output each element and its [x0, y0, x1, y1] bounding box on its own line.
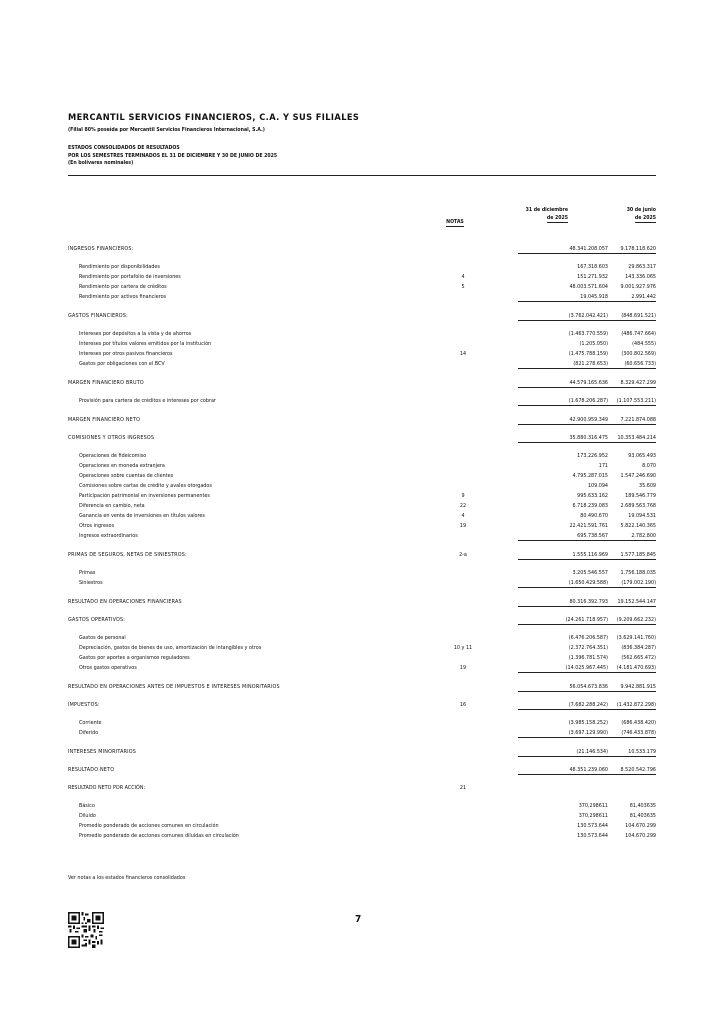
line-item-row: [68, 644, 658, 653]
row-label: Promedio ponderado de acciones comunes diluidas en circulación: [79, 833, 239, 839]
column-header-dec-line2: de 2025: [546, 215, 568, 221]
line-item-row: [68, 293, 658, 302]
row-value-jun: 10.533.179: [584, 748, 656, 757]
section-row: [68, 245, 658, 254]
row-value-jun: (179.002.190): [584, 579, 656, 588]
line-item-row: [68, 569, 658, 578]
row-value-dec: 48.351.239.060: [518, 766, 608, 775]
line-item-row: [68, 512, 658, 521]
row-value-dec: 370,298611: [578, 813, 608, 819]
row-value-jun: 7.221.874.088: [584, 416, 656, 425]
row-note: 19: [459, 523, 467, 529]
row-value-jun: (1.107.553.211): [584, 397, 656, 406]
row-value-dec: (7.682.288.242): [518, 701, 608, 710]
row-value-jun: 93.065.493: [628, 453, 656, 459]
row-label: Gastos por aportes a organismos reguladores: [79, 655, 190, 661]
row-value-jun: 104.670.299: [625, 833, 656, 839]
row-label: Otros ingresos: [79, 523, 115, 529]
footer-note: Ver notas a los estados financieros consolidados: [68, 875, 186, 881]
row-value-dec: (1.396.781.574): [568, 655, 608, 661]
row-value-dec: 130.573.644: [577, 823, 608, 829]
line-item-row: [68, 360, 658, 369]
section-row: [68, 551, 658, 560]
row-label: Otros gastos operativos: [79, 665, 137, 671]
statement-name: ESTADOS CONSOLIDADOS DE RESULTADOS: [68, 145, 180, 151]
row-label: INGRESOS FINANCIEROS:: [68, 246, 134, 252]
row-value-jun: 29.863.317: [628, 264, 656, 270]
row-value-jun: 9.178.118.620: [584, 245, 656, 254]
row-value-jun: 19.152.544.147: [584, 598, 656, 607]
row-value-dec: (3.985.158.252): [568, 720, 608, 726]
line-item-row: [68, 283, 658, 292]
row-value-dec: (1.463.770.559): [568, 331, 608, 337]
row-note: 2-a: [459, 552, 467, 558]
row-note: 21: [459, 785, 467, 791]
row-note: 4: [461, 274, 465, 280]
row-value-dec: (1.205.050): [579, 341, 608, 347]
line-item-row: [68, 784, 658, 793]
document-header: [68, 112, 658, 168]
row-value-dec: 19.045.918: [518, 293, 608, 302]
row-value-jun: (746.433.878): [584, 729, 656, 738]
row-value-jun: (562.665.472): [621, 655, 656, 661]
row-value-dec: (21.146.534): [518, 748, 608, 757]
section-row: [68, 598, 658, 607]
row-value-dec: (1.678.206.287): [518, 397, 608, 406]
row-label: Depreciación, gastos de bienes de uso, amortización de intangibles y otros: [79, 645, 262, 651]
row-label: Participación patrimonial en inversiones permanentes: [79, 493, 210, 499]
row-value-dec: 42.900.959.349: [518, 416, 608, 425]
row-value-jun: (300.802.569): [621, 351, 656, 357]
line-item-row: [68, 532, 658, 541]
qr-code-icon: [68, 912, 104, 948]
row-value-dec: 56.054.673.836: [518, 683, 608, 692]
company-subtitle: (Filial 80% poseída por Mercantil Servicios Financieros Internacional, S.A.): [68, 127, 265, 133]
row-value-dec: (24.261.718.957): [518, 616, 608, 625]
line-item-row: [68, 502, 658, 511]
line-item-row: [68, 472, 658, 481]
row-value-dec: (14.025.967.445): [518, 664, 608, 673]
row-value-dec: 171: [598, 463, 608, 469]
line-item-row: [68, 340, 658, 349]
row-value-jun: 5.822.140.365: [620, 523, 656, 529]
row-value-dec: 44.579.165.636: [518, 379, 608, 388]
row-value-jun: 1.547.246.690: [620, 473, 656, 479]
column-header-dec-line1: 31 de diciembre: [525, 207, 568, 213]
row-note: 9: [461, 493, 465, 499]
line-item-row: [68, 462, 658, 471]
row-label: Diluido: [79, 813, 96, 819]
row-value-jun: (486.747.664): [621, 331, 656, 337]
statement-currency: (En bolívares nominales): [68, 160, 134, 166]
line-item-row: [68, 350, 658, 359]
row-label: Diferido: [79, 730, 99, 736]
row-label: Comisiones sobre cartas de crédito y avales otorgados: [79, 483, 212, 489]
line-item-row: [68, 812, 658, 821]
line-item-row: [68, 492, 658, 501]
row-value-dec: 1.555.116.969: [518, 551, 608, 560]
line-item-row: [68, 579, 658, 588]
row-note: 22: [459, 503, 467, 509]
row-label: Rendimiento por disponibilidades: [79, 264, 160, 270]
section-row: [68, 416, 658, 425]
row-label: GASTOS OPERATIVOS:: [68, 617, 126, 623]
row-label: Rendimiento por portafolio de inversiones: [79, 274, 181, 280]
row-label: Primas: [79, 570, 96, 576]
row-label: Operaciones de fideicomiso: [79, 453, 147, 459]
row-note: 4: [461, 513, 465, 519]
line-item-row: [68, 719, 658, 728]
row-value-dec: (3.762.042.421): [518, 312, 608, 321]
row-value-dec: (1.475.788.159): [568, 351, 608, 357]
row-label: Gastos por obligaciones con el BCV: [79, 361, 165, 367]
row-label: RESULTADO EN OPERACIONES ANTES DE IMPUESTOS E INTERESES MINORITARIOS: [68, 684, 280, 690]
section-row: [68, 379, 658, 388]
line-item-row: [68, 522, 658, 531]
row-value-dec: (6.476.206.587): [568, 635, 608, 641]
section-row: [68, 616, 658, 625]
row-note: 10 y 11: [453, 645, 473, 651]
row-label: Intereses por otros pasivos financieros: [79, 351, 173, 357]
company-title: MERCANTIL SERVICIOS FINANCIEROS, C.A. Y SUS FILIALES: [68, 112, 360, 123]
line-item-row: [68, 452, 658, 461]
row-value-dec: 370,298611: [578, 803, 608, 809]
row-label: Rendimiento por activos financieros: [79, 294, 167, 300]
page-number: 7: [355, 914, 362, 925]
row-value-jun: 9.942.881.915: [584, 683, 656, 692]
row-label: Corriente: [79, 720, 102, 726]
row-value-jun: (484.555): [632, 341, 656, 347]
line-item-row: [68, 330, 658, 339]
line-item-row: [68, 832, 658, 841]
section-row: [68, 683, 658, 692]
section-row: [68, 748, 658, 757]
row-value-jun: (686.438.420): [621, 720, 656, 726]
row-value-dec: 48.341.208.057: [518, 245, 608, 254]
row-label: PRIMAS DE SEGUROS, NETAS DE SINIESTROS:: [68, 552, 187, 558]
row-label: Operaciones sobre cuentas de clientes: [79, 473, 174, 479]
row-value-dec: 80.316.392.793: [518, 598, 608, 607]
row-label: IMPUESTOS:: [68, 702, 100, 708]
row-value-jun: 10.353.484.214: [584, 434, 656, 443]
row-value-jun: 9.001.927.976: [620, 284, 656, 290]
header-rule: [68, 175, 656, 176]
line-item-row: [68, 273, 658, 282]
row-value-jun: 143.336.065: [625, 274, 656, 280]
section-row: [68, 312, 658, 321]
row-value-jun: (9.209.662.232): [584, 616, 656, 625]
row-value-dec: 167.318.603: [577, 264, 608, 270]
line-item-row: [68, 802, 658, 811]
row-note: 16: [459, 702, 467, 708]
row-label: INTERESES MINORITARIOS: [68, 749, 137, 755]
row-note: 5: [461, 284, 465, 290]
row-value-dec: 151.271.932: [577, 274, 608, 280]
line-item-row: [68, 822, 658, 831]
row-value-jun: 2.782.800: [584, 532, 656, 541]
row-label: COMISIONES Y OTROS INGRESOS: [68, 435, 155, 441]
line-item-row: [68, 729, 658, 738]
row-label: Rendimiento por cartera de créditos: [79, 284, 167, 290]
row-value-jun: (1.432.872.298): [584, 701, 656, 710]
row-label: MARGEN FINANCIERO NETO: [68, 417, 141, 423]
row-label: Diferencia en cambio, neta: [79, 503, 145, 509]
row-value-jun: 81,403635: [629, 813, 656, 819]
row-label: Intereses por depósitos a la vista y de ahorros: [79, 331, 192, 337]
line-item-row: [68, 263, 658, 272]
row-value-jun: (4.181.470.693): [584, 664, 656, 673]
row-value-jun: 35.609: [639, 483, 656, 489]
statement-period: POR LOS SEMESTRES TERMINADOS EL 31 DE DICIEMBRE Y 30 DE JUNIO DE 2025: [68, 152, 278, 159]
row-value-jun: (836.384.287): [621, 645, 656, 651]
row-label: Operaciones en moneda extranjera: [79, 463, 165, 469]
row-value-jun: 8.520.542.796: [584, 766, 656, 775]
row-value-jun: 1.756.188.035: [620, 570, 656, 576]
row-value-jun: 8.329.427.299: [584, 379, 656, 388]
row-value-dec: (1.650.429.588): [518, 579, 608, 588]
row-label: Gastos de personal: [79, 635, 126, 641]
row-note: 14: [459, 351, 467, 357]
line-item-row: [68, 634, 658, 643]
row-value-jun: (848.691.521): [584, 312, 656, 321]
row-value-dec: 22.421.591.761: [569, 523, 608, 529]
row-value-dec: 48.003.571.604: [569, 284, 608, 290]
row-value-dec: 130.573.644: [577, 833, 608, 839]
row-value-jun: 2.991.442: [584, 293, 656, 302]
column-header-jun: [582, 206, 656, 223]
row-value-dec: 109.094: [587, 483, 608, 489]
row-value-dec: 3.205.546.557: [572, 570, 608, 576]
line-item-row: [68, 664, 658, 673]
row-value-jun: 19.094.531: [628, 513, 656, 519]
row-value-dec: (2.372.764.351): [568, 645, 608, 651]
row-value-dec: (821.278.653): [518, 360, 608, 369]
row-value-jun: 2.689.563.768: [620, 503, 656, 509]
row-value-dec: 173.226.952: [577, 453, 608, 459]
line-item-row: [68, 397, 658, 406]
row-label: Ganancia en venta de inversiones en títulos valores: [79, 513, 205, 519]
row-value-dec: 4.795.287.015: [572, 473, 608, 479]
section-row: [68, 766, 658, 775]
row-label: MARGEN FINANCIERO BRUTO: [68, 380, 144, 386]
row-value-dec: (3.697.129.990): [518, 729, 608, 738]
row-label: Ingresos extraordinarios: [79, 533, 138, 539]
row-label: GASTOS FINANCIEROS:: [68, 313, 128, 319]
row-label: Intereses por títulos valores emitidos por la institución: [79, 341, 212, 347]
row-label: Promedio ponderado de acciones comunes en circulación: [79, 823, 219, 829]
row-label: RESULTADO EN OPERACIONES FINANCIERAS: [68, 599, 182, 605]
row-value-jun: 1.577.185.845: [584, 551, 656, 560]
section-row: [68, 434, 658, 443]
row-value-jun: (3.629.141.760): [616, 635, 656, 641]
column-header-jun-line1: 30 de junio: [626, 207, 656, 213]
row-note: 19: [459, 665, 467, 671]
row-value-jun: (60.656.733): [584, 360, 656, 369]
row-value-jun: 8.070: [642, 463, 656, 469]
row-value-dec: 35.880.316.475: [518, 434, 608, 443]
line-item-row: [68, 482, 658, 491]
column-header-jun-line2: de 2025: [634, 215, 656, 221]
line-item-row: [68, 654, 658, 663]
row-value-dec: 6.718.239.083: [572, 503, 608, 509]
section-row: [68, 701, 658, 710]
row-value-jun: 104.670.299: [625, 823, 656, 829]
row-label: Provisión para cartera de créditos e intereses por cobrar: [79, 398, 216, 404]
row-value-dec: 80.490.670: [580, 513, 608, 519]
row-value-dec: 995.633.162: [577, 493, 608, 499]
column-header-dec: [480, 206, 568, 223]
row-label: RESULTADO NETO POR ACCIÓN:: [68, 785, 146, 791]
row-label: Siniestros: [79, 580, 103, 586]
row-value-jun: 189.546.779: [625, 493, 656, 499]
row-label: Básico: [79, 803, 95, 809]
notes-column-header: NOTAS: [446, 219, 464, 225]
row-label: RESULTADO NETO: [68, 767, 115, 773]
row-value-dec: 695.738.567: [518, 532, 608, 541]
row-value-jun: 81,403635: [629, 803, 656, 809]
